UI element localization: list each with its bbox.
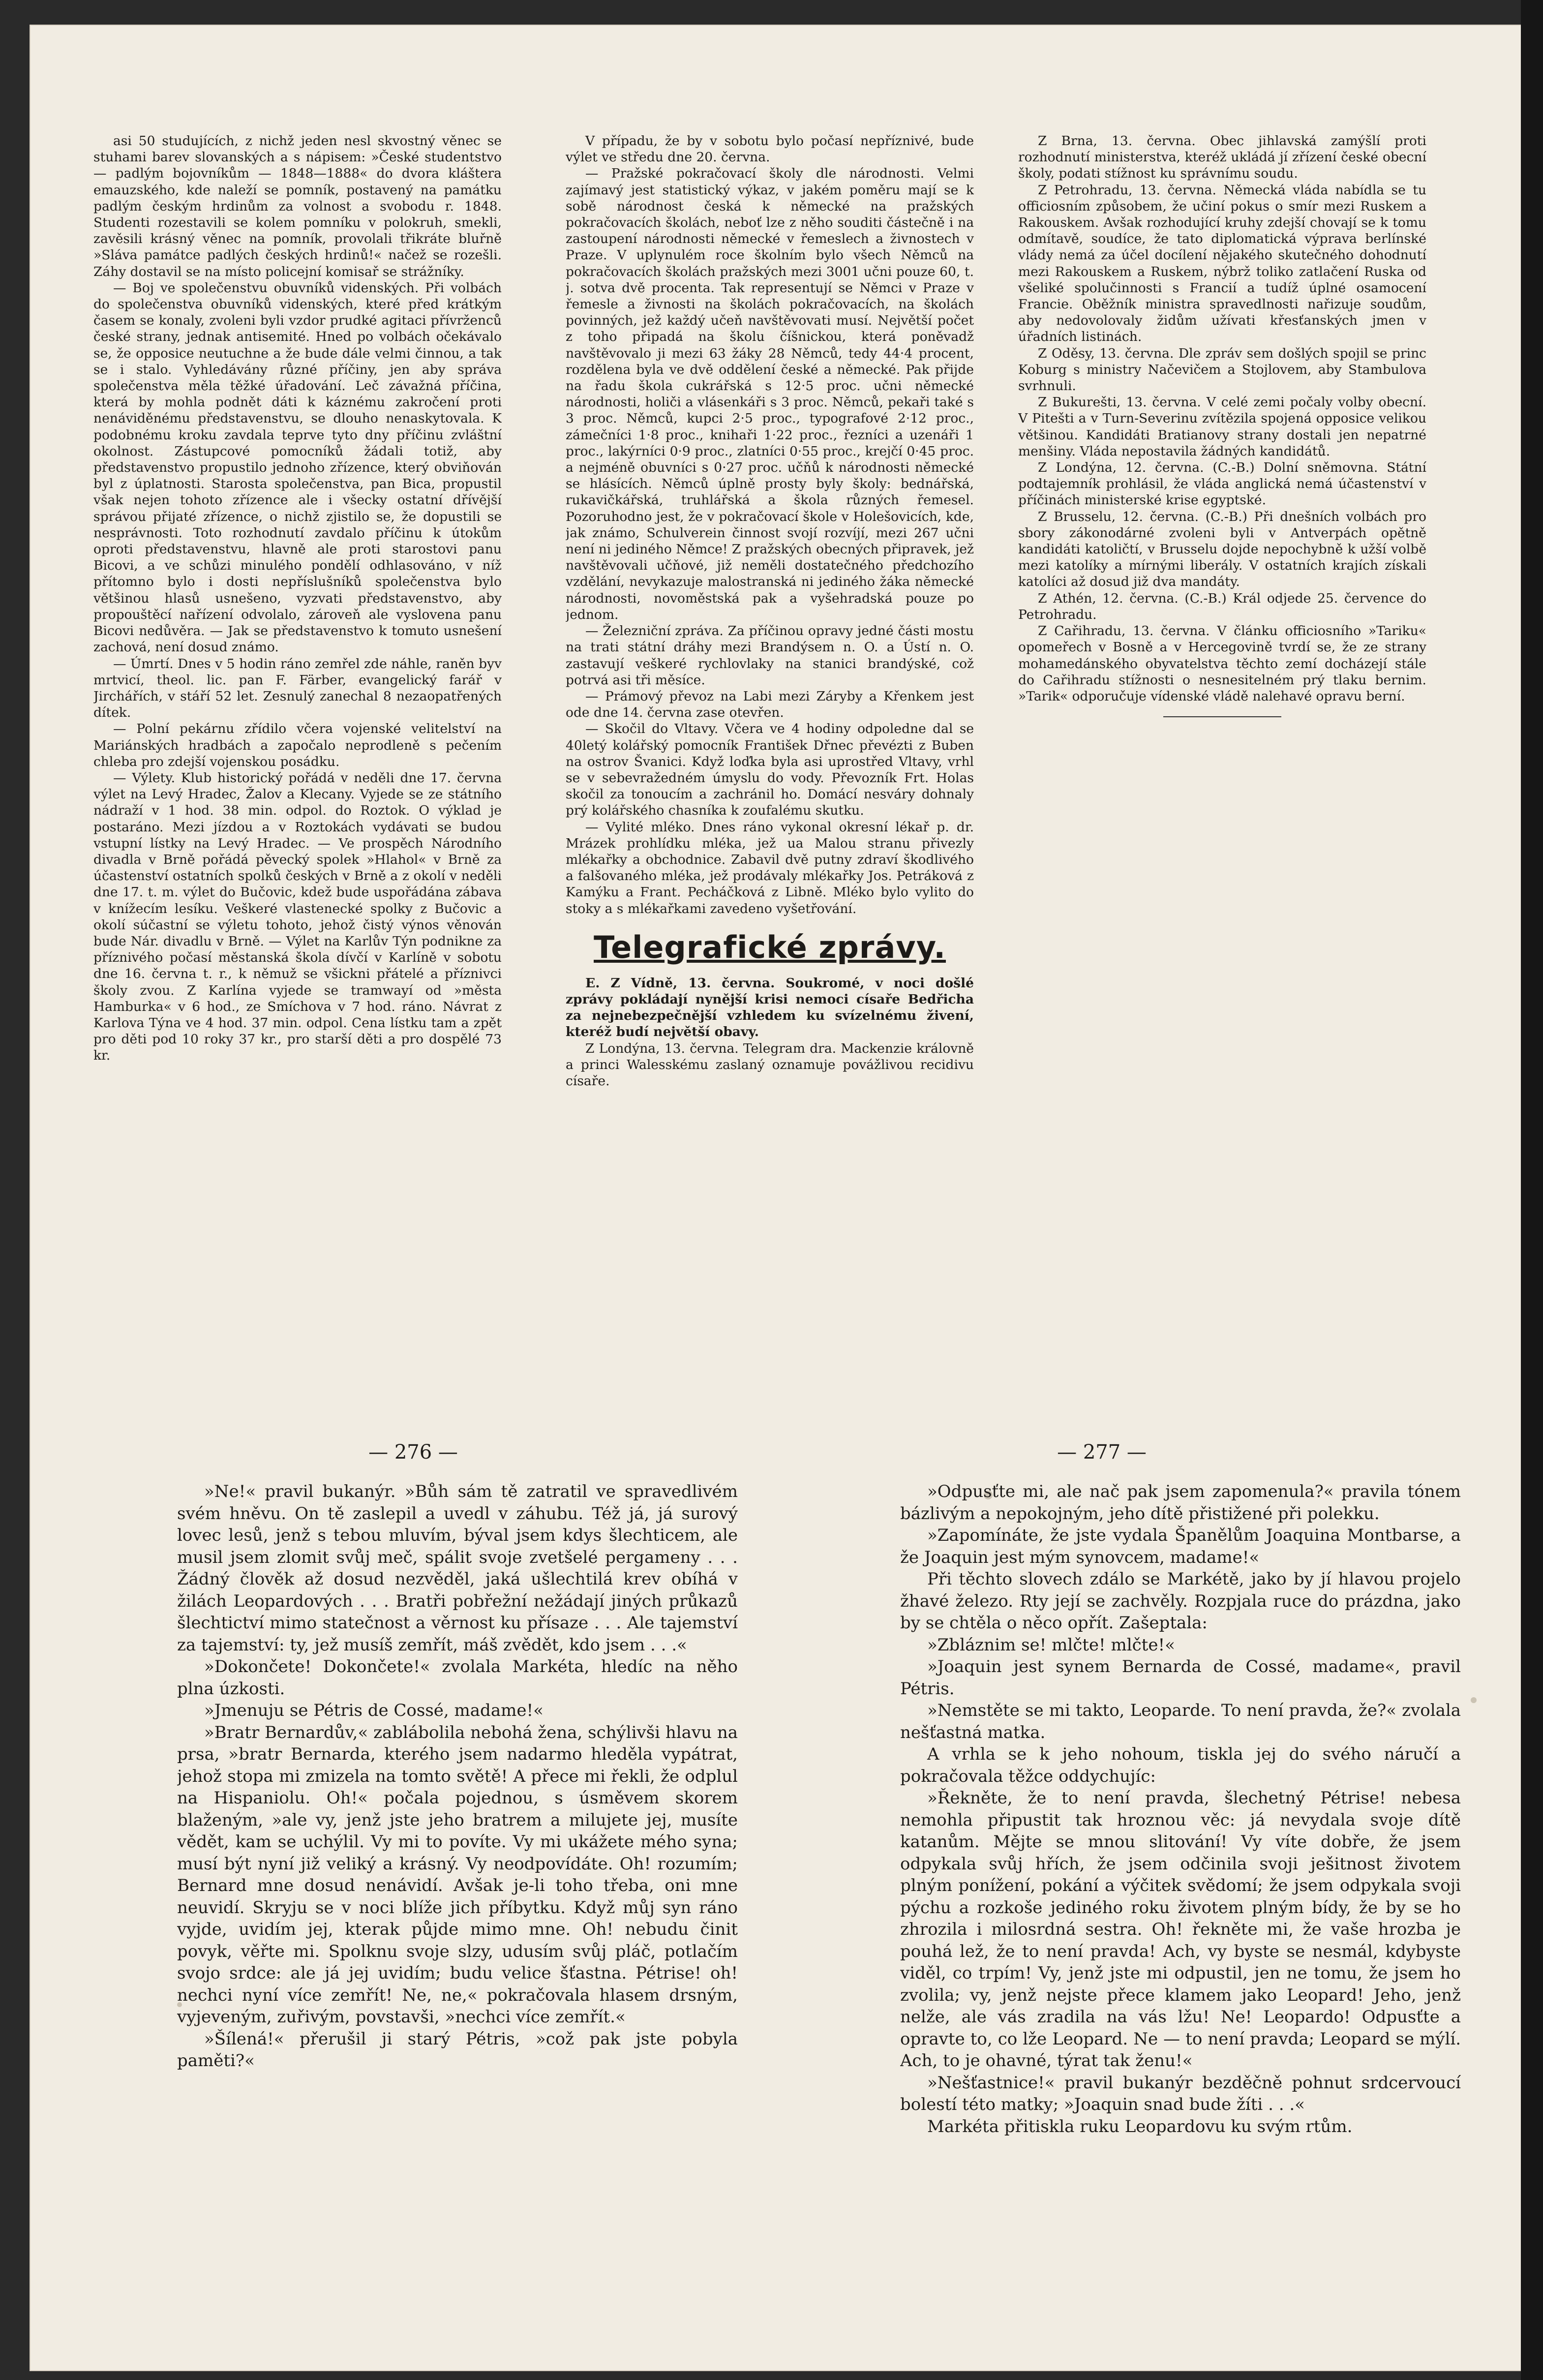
article-paragraph: — Výlety. Klub historický pořádá v neděli dne 17. června výlet na Levý Hradec, Žalov a Klecany. Vyjede se ze státního nádraží v 1 hod. 38 min. odpol. do Roztok. O výklad je postaráno. Mezi jízdou a v Roztokách vydávati se budou vstupní lístky na Levý Hradec. — Ve prospěch Národního divadla v Brně pořádá pěvecký spolek »Hlahol« v Brně za účastenství ostatních spolků českých v Brně a z okolí v neděli dne 17. t. m. výlet do Bučovic, kdež bude uspořádána zábava v knížecím lesíku. Veškeré vlastenecké spolky z Bučovic a okolí súčastní se výletu tohoto, jehož čistý výnos věnován bude Nár. divadlu v Brně. — Výlet na Karlův Týn podnikne za příznivého počasí městanská škola dívčí v Karlíně v sobotu dne 16. června t. r., k němuž se všickni přátelé a příznivci školy zvou. Z Karlína vyjede se tramwayí od »města Hamburka« v 6 hod., ze Smíchova v 7 hod. ráno. Návrat z Karlova Týna ve 4 hod. 37 min. odpol. Cena lístku tam a zpět pro děti pod 10 roky 37 kr., pro starší děti a pro dospělé 73 kr. xyxy=(93,770,502,1064)
ink-spot xyxy=(1471,1697,1477,1703)
article-paragraph: — Pražské pokračovací školy dle národnosti. Velmi zajímavý jest statistický výkaz, v jakém poměru mají se k sobě národnost česká k německé na pražských pokračovacích školách, neboť lze z něho souditi částečně i na zastoupení národnosti německé v řemeslech a živnostech v Praze. V uplynulém roce školním bylo všech Němců na pokračovacích školách pražských mezi 3001 učni pouze 60, t. j. sotva dvě procenta. Tak representují se Němci v Praze v řemesle a živnosti na školách pokračovacích, na školách povinných, jež každý učeň navštěvovati musí. Největší počet z toho připadá na školu číšnickou, která poněvadž navštěvovalo ji mezi 63 žáky 28 Němců, tedy 44·4 procent, rozdělena byla ve dvě oddělení české a německé. Pak přijde na řadu škola cukrářská s 12·5 proc. učni německé národnosti, holiči a vlásenkáři s 3 proc. Němců, pekaři také s 3 proc. Němců, kupci 2·5 proc., typografové 2·12 proc., zámečníci 1·8 proc., knihaři 1·22 proc., řezníci a uzenáři 1 proc., lakýrníci 0·9 proc., zlatníci 0·55 proc., krejčí 0·45 proc. a nejméně obuvníci s 0·27 proc. učňů k národnosti německé se hlásících. Němců úplně prosty byly školy: bednářská, rukavičkářská, truhlářská a škola různých řemesel. Pozoruhodno jest, že v pokračovací škole v Holešovicích, kde, jak známo, Schulverein činnost svojí rozvíjí, mezi 267 učni není ni jediného Němce! Z pražských obecných připravek, jež navštěvovali učňové, již neměli dostatečného předchozího vzdělání, nevykazuje malostranská ni jediného žáka německé národnosti, novoměstská pak a vyšehradská pouze po jednom. xyxy=(566,166,974,622)
story-paragraph: »Řekněte, že to není pravda, šlechetný Pétrise! nebesa nemohla připustit tak hroznou věc: já nevydala svoje dítě katanům. Mějte se mnou slitování! Vy víte dobře, že jsem odpykala svůj hřích, že jsem odčinila svoji ješitnost životem plným ponížení, pokání a výčitek svědomí; že jsem odpykala svoji pýchu a rozkoše jediného roku životem plným bídy, že by se ho zhrozila i milosrdná sestra. Oh! řekněte mi, že vaše hrozba je pouhá lež, že to není pravda! Ach, vy byste se nesmál, kdybyste viděl, co trpím! Vy, jenž jste mi odpustil, jen ne tomu, že jsem ho zvolila; vy, jenž nejste přece klamem jako Leopard! Jeho, jenž nelže, ale vás zradila na vás lžu! Ne! Leopardo! Odpusťte a opravte to, co lže Leopard. Ne — to není pravda; Leopard se mýlí. Ach, to je ohavné, týrat tak ženu!« xyxy=(900,1788,1461,2071)
article-paragraph: — Skočil do Vltavy. Včera ve 4 hodiny odpoledne dal se 40letý kolářský pomocník František Dřnec převézti z Buben na ostrov Švanici. Když loďka byla asi uprostřed Vltavy, vrhl se v sebevražedném úmyslu do vody. Převozník Frt. Holas skočil za tonoucím a zachránil ho. Domácí nesváry dohnaly prý kolářského chasníka k zoufalému skutku. xyxy=(566,721,974,819)
story-paragraph: »Bratr Bernardův,« zablábolila nebohá žena, schýlivši hlavu na prsa, »bratr Bernarda, kterého jsem nadarmo hleděla vypátrat, jehož stopa mi zmizela na tomto světě! A přece mi řekli, že odplul na Hispaniolu. Oh!« počala pojednou, s úsměvem skorem blaženým, »ale vy, jenž jste jeho bratrem a milujete jej, musíte vědět, kam se uchýlil. Vy mi to povíte. Vy mi ukážete mého syna; musí být nyní již veliký a krásný. Vy neodpovídáte. Oh! rozumím; Bernard mne dosud nenávidí. Avšak je-li toho třeba, oni mne neuvidí. Skryju se v noci blíže jich příbytku. Když můj syn ráno vyjde, uvidím jej, kterak půjde mimo mne. Oh! nebudu činit povyk, věřte mi. Spolknu svoje slzy, udusím svůj pláč, potlačím svojo srdce: ale já jej uvidím; budu velice šťastna. Pétrise! oh! nechci nyní více zemřít! Ne, ne,« pokračovala hlasem drsným, vyjeveným, zuřivým, povstavši, »nechci více zemřít.« xyxy=(177,1722,738,2027)
article-paragraph: — Vylité mléko. Dnes ráno vykonal okresní lékař p. dr. Mrázek prohlídku mléka, jež ua Malou stranu přivezly mlékařky a obchodnice. Zabavil dvě putny zdraví škodlivého a falšovaného mléka, jež prodávaly mlékařky Jos. Petráková z Kamýku a Frant. Pecháčková z Libně. Mléko bylo vylito do stoky a s mlékařkami zavedeno vyšetřování. xyxy=(566,819,974,916)
telegram-paragraph: Z Brusselu, 12. června. (C.-B.) Při dnešních volbách pro sbory zákonodárné zvoleni byli v Antverpách opětně kandidáti katoličtí, v Brusselu dojde nepochybně k užší volbě mezi katolíky a mírnými liberály. V ostatních krajích získali katolíci až dosud již dva mandáty. xyxy=(1018,509,1426,590)
story-paragraph: »Zbláznim se! mlčte! mlčte!« xyxy=(927,1635,1175,1655)
story-paragraph: »Jmenuju se Pétris de Cossé, madame!« xyxy=(204,1701,544,1720)
article-paragraph: — Železniční zpráva. Za příčinou opravy jedné části mostu na trati státní dráhy mezi Brandýsem n. O. a Ústí n. O. zastavují veškeré rychlovlaky na stanici brandýské, což potrvá asi tři měsíce. xyxy=(566,623,974,688)
story-paragraph: »Zapomínáte, že jste vydala Španělům Joaquina Montbarse, a že Joaquin jest mým synovcem, madame!« xyxy=(900,1526,1461,1567)
story-paragraph: »Nešťastnice!« pravil bukanýr bezděčně pohnut srdcervoucí bolestí této matky; »Joaquin snad bude žíti . . .« xyxy=(900,2073,1461,2114)
story-paragraph: »Odpusťte mi, ale nač pak jsem zapomenula?« pravila tónem bázlivým a nepokojným, jeho dítě přistižené při polekku. xyxy=(900,1482,1461,1524)
telegram-paragraph: Z Londýna, 13. června. Telegram dra. Mackenzie královně a princi Walesskému zaslaný oznamuje povážlivou recidivu císaře. xyxy=(566,1040,974,1089)
column-left xyxy=(93,133,502,1363)
story-paragraph: A vrhla se k jeho nohoum, tiskla jej do svého náručí a pokračovala těžce oddychujíc: xyxy=(900,1744,1461,1786)
article-paragraph: V případu, že by v sobotu bylo počasí nepříznivé, bude výlet ve středu dne 20. června. xyxy=(566,133,974,165)
story-paragraph: »Šílená!« přerušil ji starý Pétris, »což pak jste pobyla paměti?« xyxy=(177,2029,738,2071)
page-number-left: — 276 — xyxy=(368,1441,458,1464)
article-paragraph: — Boj ve společenstvu obuvníků videnských. Při volbách do společenstva obuvníků videnských, které před krátkým časem se konaly, zvoleni byli vzdor prudké agitaci přívrženců české strany, jednak antisemité. Hned po volbách očekávalo se, že opposice neutuchne a že bude dále velmi činnou, a tak se i stalo. Vyhledávány různé příčiny, jen aby správa společenstva měla těžké úřadování. Leč závažná příčina, která by mohla podnět dáti k káznému zakročení proti nenáviděnému představenstvu, se dlouho nenaskytovala. K podobnému kroku zavdala teprve tyto dny příčinu zvláštní okolnost. Zástupcové pomocníků žádali totiž, aby představenstvo propustilo jednoho zřízence, který obviňován byl z úplatnosti. Starosta společenstva, pan Bica, propustil však nejen tohoto zřízence ale i všecky ostatní dřívější správou přijaté zřízence, o nichž zjistilo se, že dopustili se nesprávnosti. Toto rozhodnutí zavdalo příčinu k útokům oproti představenstvu, hlavně ale proti starostovi panu Bicovi, a ve schůzi minulého pondělí odhlasováno, v níž přítomno bylo i dosti nepříslušníků společenstva bylo většinou hlasů usnešeno, vyzvati představenstvo, aby propouštěcí nařízení odvolalo, zároveň ale vyslovena panu Bicovi nedůvěra. — Jak se představenstvo k tomuto usnešení zachová, není dosud známo. xyxy=(93,280,502,655)
scan-edge xyxy=(1521,0,1543,2380)
article-paragraph: — Úmrtí. Dnes v 5 hodin ráno zemřel zde náhle, raněn byv mrtvicí, theol. lic. pan F. Färber, evangelický farář v Jirchářích, v stáří 52 let. Zesnulý zanechal 8 nezaopatřených dítek. xyxy=(93,656,502,721)
serial-story-left xyxy=(177,1481,738,2278)
section-divider xyxy=(1163,716,1281,717)
story-paragraph: »Ne!« pravil bukanýr. »Bůh sám tě zatratil ve spravedlivém svém hněvu. On tě zaslepil a uvedl v záhubu. Též já, já surový lovec lesů, jenž s tebou mluvím, býval jsem kdys šlechticem, ale musil jsem zlomit svůj meč, spálit svoje zvetšelé pergameny . . . Žádný člověk až dosud nezvěděl, jaká ušlechtilá krev obíhá v žilách Leopardových . . . Bratři pobřežní nežádají jiných průkazů šlechtictví mimo statečnost a věrnost ku přísaze . . . Ale tajemství za tajemství: ty, jež musíš zemřít, máš zvědět, kdo jsem . . .« xyxy=(177,1482,738,1655)
story-paragraph: Při těchto slovech zdálo se Markétě, jako by jí hlavou projelo žhavé železo. Rty její se zachvěly. Rozpjala ruce do prázdna, jako by se chtěla o něco opřít. Zašeptala: xyxy=(900,1569,1461,1633)
telegram-paragraph: Z Oděsy, 13. června. Dle zpráv sem došlých spojil se princ Koburg s ministry Načevičem a Stojlovem, aby Stambulova svrhnuli. xyxy=(1018,345,1426,394)
story-paragraph: »Joaquin jest synem Bernarda de Cossé, madame«, pravil Pétris. xyxy=(900,1657,1461,1699)
article-paragraph: asi 50 studujících, z nichž jeden nesl skvostný věnec se stuhami barev slovanských a s nápisem: »České studentstvo — padlým bojovníkům — 1848—1888« do dvora kláštera emauzského, kde naleží se pomník, postavený na památku padlým českým hrdinům za volnost a svobodu r. 1848. Studenti rozestavili se kolem pomníku v polokruh, smekli, zavěsili krásný věnec na pomník, provolali třikráte bluřně »Sláva památce padlých českých hrdinů!« načež se rozešli. Záhy dostavil se na místo policejní komisař se strážníky. xyxy=(93,133,502,279)
telegram-paragraph: Z Athén, 12. června. (C.-B.) Král odjede 25. července do Petrohradu. xyxy=(1018,590,1426,622)
telegram-paragraph: Z Petrohradu, 13. června. Německá vláda nabídla se tu officiosním způsobem, že učiní pokus o smír mezi Ruskem a Rakouskem. Avšak rozhodující kruhy zdejší chovají se k tomu odmítavě, soudíce, že tato diplomatická výprava berlínské vlády nemá za účel docílení nějakého skutečného dohodnutí mezi Rakouskem a Ruskem, nýbrž toliko zatlačení Ruska od všeliké spolučinnosti s Francií a tudíž úplné osamocení Francie. Oběžník ministra spravedlnosti nařizuje soudům, aby nedovolovaly židům užívati křesťanských jmen v úřadních listinách. xyxy=(1018,182,1426,345)
story-paragraph: Markéta přitiskla ruku Leopardovu ku svým rtům. xyxy=(927,2116,1353,2136)
column-right xyxy=(1018,133,1426,1363)
serial-story-right xyxy=(900,1481,1461,2278)
telegram-paragraph: Z Brna, 13. června. Obec jihlavská zamýšlí proti rozhodnutí ministerstva, kteréž ukládá jí zřízení české obecní školy, podati stížnost ku správnímu soudu. xyxy=(1018,133,1426,182)
story-paragraph: »Nemstěte se mi takto, Leoparde. To není pravda, že?« zvolala nešťastná matka. xyxy=(900,1701,1461,1742)
page-number-right: — 277 — xyxy=(1057,1441,1147,1464)
article-paragraph: — Polní pekárnu zřídilo včera vojenské velitelství na Mariánských hradbách a započalo neprodleně s pečením chleba pro zdejší vojenskou posádku. xyxy=(93,721,502,769)
telegraph-headline: Telegrafické zprávy. xyxy=(594,929,946,965)
telegram-paragraph: Z Bukurešti, 13. června. V celé zemi počaly volby obecní. V Pitešti a v Turn-Severinu zvítězila spojená opposice velikou většinou. Kandidáti Bratianovy strany dostali jen nepatrné menšiny. Vláda nepostavila žádných kandidátů. xyxy=(1018,395,1426,459)
telegram-paragraph: Z Londýna, 12. června. (C.-B.) Dolní sněmovna. Státní podtajemník prohlásil, že vláda anglická nemá účastenství v příčinách ministerské krise egyptské. xyxy=(1018,460,1426,508)
article-paragraph: — Prámový převoz na Labi mezi Záryby a Křenkem jest ode dne 14. června zase otevřen. xyxy=(566,688,974,721)
column-middle xyxy=(566,133,974,1363)
telegram-paragraph: Z Cařihradu, 13. června. V článku officiosního »Tariku« opomeřech v Bosně a v Hercegovině tvrdí se, že ze strany mohamedánského obyvatelstva těchto zemí docházejí stále do Cařihradu stížnosti o nesnesitelném prý tlaku bernim. »Tarik« odporučuje vídenské vládě nalehavé opravu berní. xyxy=(1018,623,1426,704)
telegram-paragraph: E. Z Vídně, 13. června. Soukromé, v noci došlé zprávy pokládají nynější krisi nemoci císaře Bedřicha za nejnebezpečnější vzhledem ku svízelnému živení, kteréž budí největší obavy. xyxy=(566,975,974,1040)
story-paragraph: »Dokončete! Dokončete!« zvolala Markéta, hledíc na něho plna úzkosti. xyxy=(177,1657,738,1699)
